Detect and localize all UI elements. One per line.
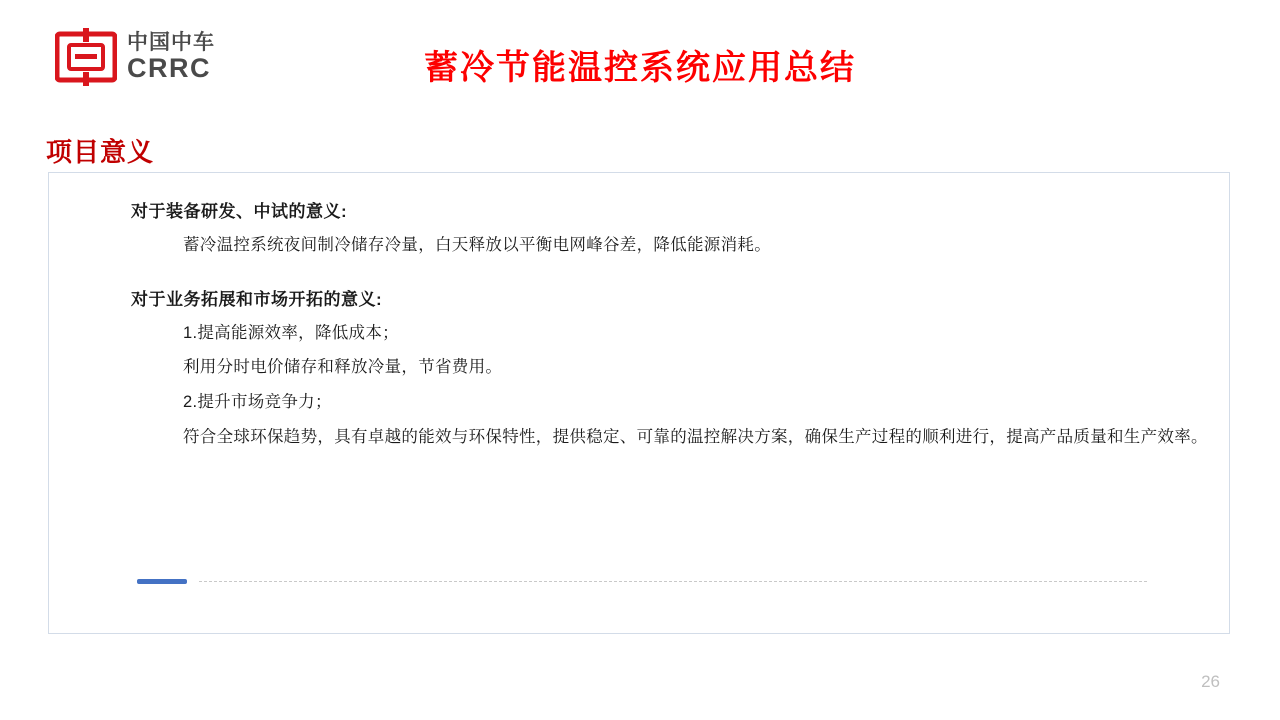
content-body <box>131 197 1208 454</box>
page-number: 26 <box>1201 672 1220 691</box>
section-heading: 项目意义 <box>46 137 155 167</box>
divider-dashed-line <box>199 581 1147 582</box>
page-title: 蓄冷节能温控系统应用总结 <box>424 49 856 87</box>
paragraph-business-4: 符合全球环保趋势，具有卓越的能效与环保特性，提供稳定、可靠的温控解决方案，确保生产过程的顺利进行，提高产品质量和生产效率。 <box>183 427 1208 446</box>
paragraph-rnd-1: 蓄冷温控系统夜间制冷储存冷量，白天释放以平衡电网峰谷差，降低能源消耗。 <box>183 236 771 254</box>
card-divider <box>137 579 1147 584</box>
slide-header <box>0 0 1280 110</box>
paragraph-business-1: 1.提高能源效率，降低成本； <box>183 323 399 342</box>
brand-name-en: CRRC <box>127 52 211 83</box>
paragraph-business-3: 2.提升市场竞争力； <box>183 392 332 411</box>
subheading-rnd: 对于装备研发、中试的意义: <box>131 202 348 221</box>
divider-accent-bar <box>137 579 187 584</box>
paragraph-business-2: 利用分时电价储存和释放冷量，节省费用。 <box>183 358 503 377</box>
brand-name-cn: 中国中车 <box>127 30 215 54</box>
subheading-business: 对于业务拓展和市场开拓的意义: <box>131 289 383 309</box>
content-card <box>48 172 1230 634</box>
